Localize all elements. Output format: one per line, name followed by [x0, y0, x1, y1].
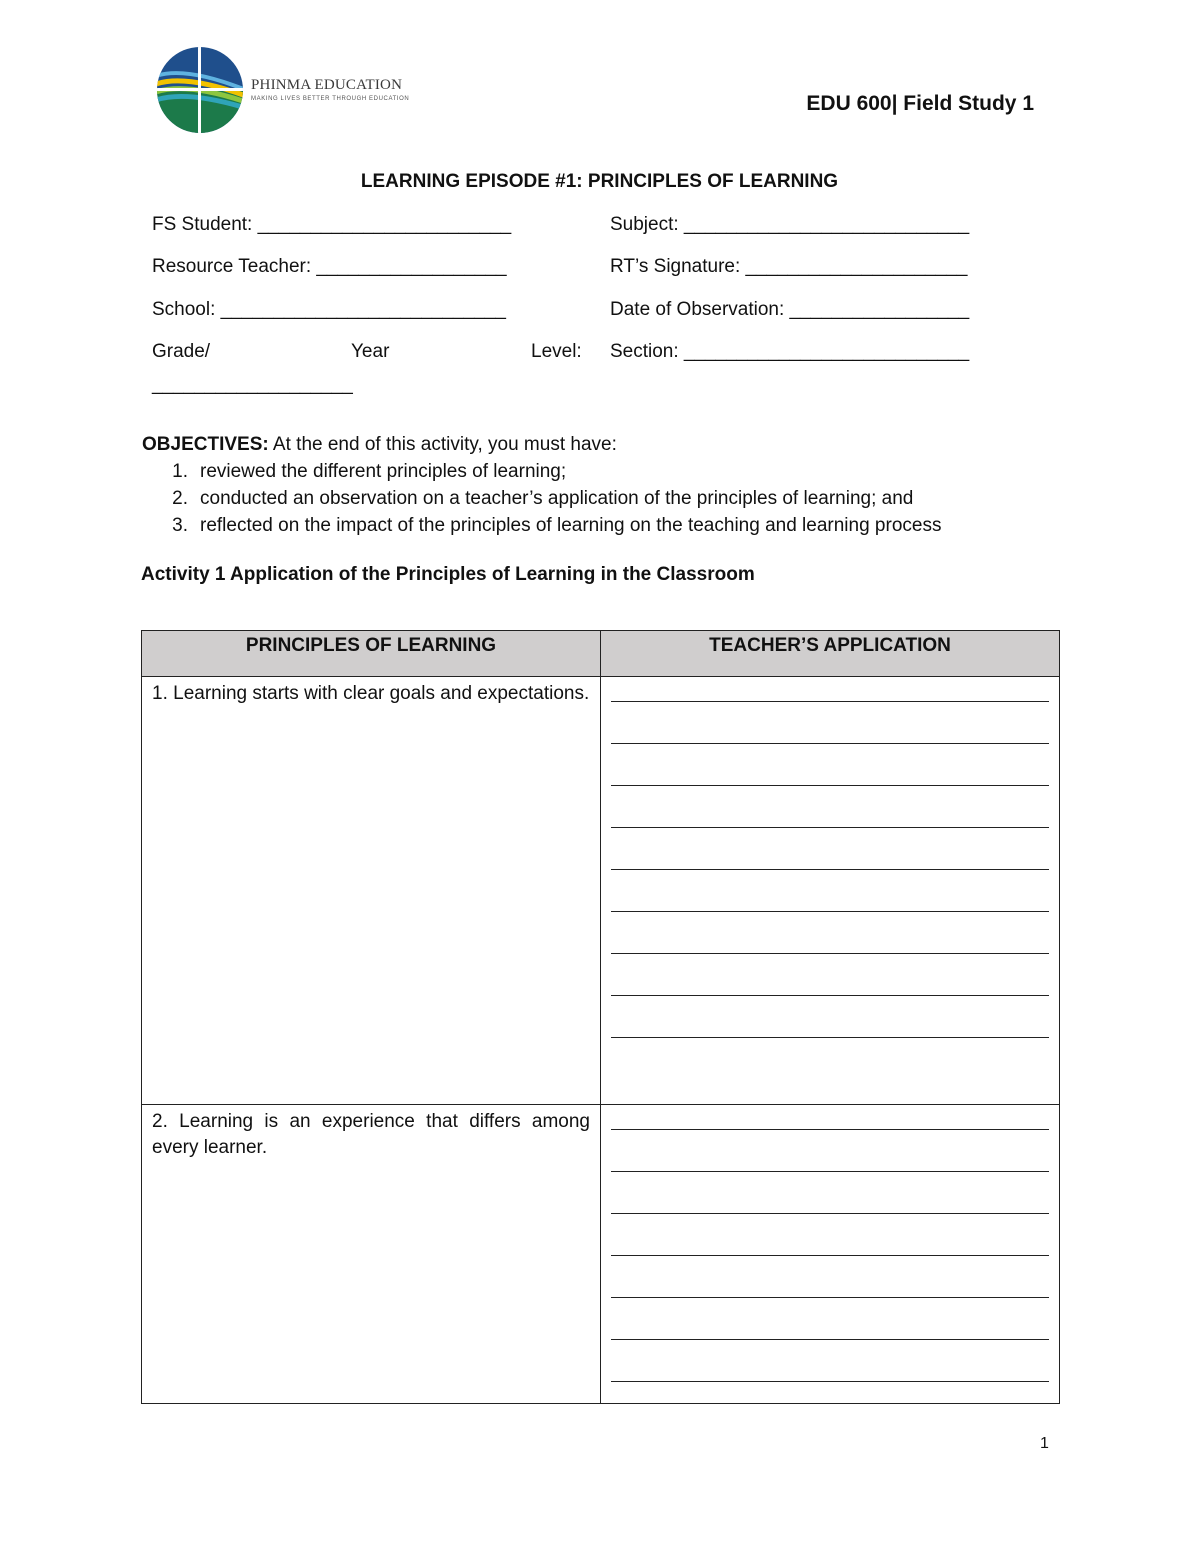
answer-line[interactable]	[611, 681, 1049, 723]
table-row	[142, 677, 1060, 1105]
grade-year-level-line: ___________________	[152, 374, 353, 395]
principle-cell: 2. Learning is an experience that differs among every learner.	[142, 1105, 601, 1404]
answer-line[interactable]	[611, 1361, 1049, 1403]
answer-line[interactable]	[611, 975, 1049, 1017]
application-column-header: TEACHER’S APPLICATION	[601, 631, 1060, 677]
course-header: EDU 600| Field Study 1	[806, 92, 1034, 115]
level-word: Level:	[531, 341, 582, 362]
principles-column-header: PRINCIPLES OF LEARNING	[142, 631, 601, 677]
answer-line[interactable]	[611, 849, 1049, 891]
answer-line[interactable]	[611, 807, 1049, 849]
episode-title: LEARNING EPISODE #1: PRINCIPLES OF LEARNING	[360, 171, 839, 192]
application-cell[interactable]	[601, 677, 1060, 1105]
section-field: Section: ___________________________	[610, 341, 970, 362]
principle-cell: 1. Learning starts with clear goals and expectations.	[142, 677, 601, 1105]
subject-field: Subject: ___________________________	[610, 214, 970, 235]
logo-wordmark: PHINMA EDUCATION	[251, 77, 403, 93]
objective-item	[142, 512, 941, 539]
objective-text: conducted an observation on a teacher’s application of the principles of learning; and	[200, 488, 914, 509]
answer-line[interactable]	[611, 765, 1049, 807]
resource-teacher-field: Resource Teacher: __________________	[152, 256, 507, 277]
objectives-label: OBJECTIVES:	[142, 434, 269, 455]
answer-line[interactable]	[611, 1319, 1049, 1361]
answer-line[interactable]	[611, 1235, 1049, 1277]
answer-line[interactable]	[611, 1193, 1049, 1235]
answer-line[interactable]	[611, 933, 1049, 975]
answer-line[interactable]	[611, 1109, 1049, 1151]
page-number: 1	[1040, 1435, 1049, 1452]
activity-title: Activity 1 Application of the Principles of Learning in the Classroom	[141, 564, 755, 585]
answer-line[interactable]	[611, 1277, 1049, 1319]
objective-number: 1.	[172, 461, 188, 482]
year-word: Year	[351, 341, 390, 362]
logo-tagline: MAKING LIVES BETTER THROUGH EDUCATION	[251, 96, 410, 102]
school-field: School: ___________________________	[152, 299, 506, 320]
objective-text: reflected on the impact of the principles of learning on the teaching and learning process	[200, 515, 942, 536]
grade-word: Grade/	[152, 341, 211, 362]
objectives-intro	[142, 434, 617, 456]
objective-item	[142, 485, 941, 512]
rt-signature-field: RT’s Signature: _____________________	[610, 256, 968, 277]
table-row	[142, 1105, 1060, 1404]
objective-text: reviewed the different principles of learning;	[200, 461, 567, 482]
answer-line[interactable]	[611, 1151, 1049, 1193]
answer-line[interactable]	[611, 1017, 1049, 1059]
application-cell[interactable]	[601, 1105, 1060, 1404]
objectives-list	[142, 458, 941, 539]
objective-number: 3.	[172, 515, 188, 536]
objective-number: 2.	[172, 488, 188, 509]
principles-table	[141, 630, 1060, 1404]
answer-line[interactable]	[611, 723, 1049, 765]
table-header-row	[142, 631, 1060, 677]
fs-student-field: FS Student: ________________________	[152, 214, 512, 235]
objective-item	[142, 458, 941, 485]
date-of-observation-field: Date of Observation: _________________	[610, 299, 970, 320]
objectives-intro-text: At the end of this activity, you must have:	[268, 434, 617, 455]
answer-line[interactable]	[611, 891, 1049, 933]
